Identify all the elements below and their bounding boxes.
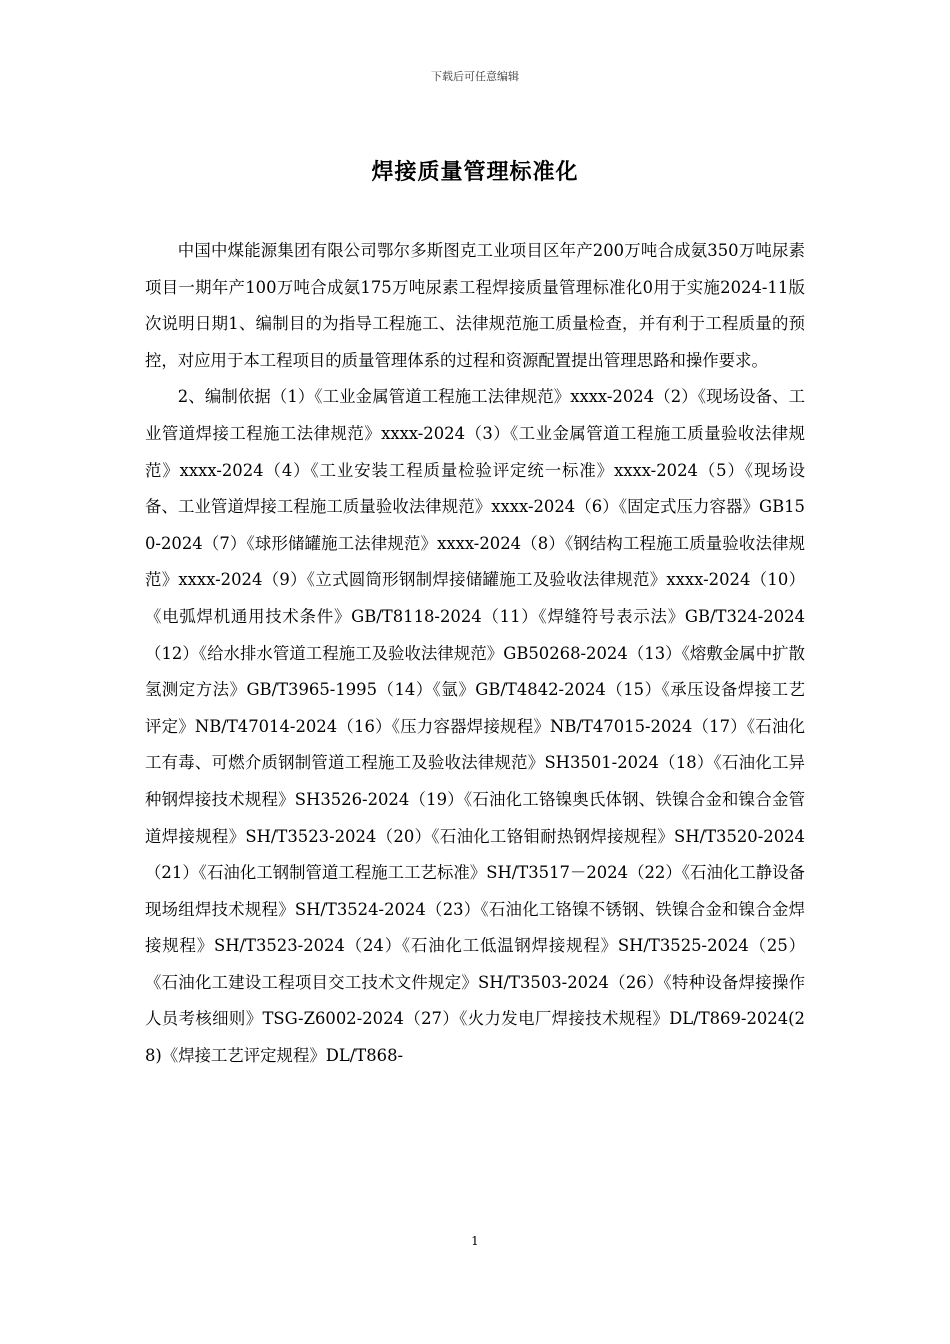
paragraph-purpose: 中国中煤能源集团有限公司鄂尔多斯图克工业项目区年产200万吨合成氨350万吨尿素项目一期年产100万吨合成氨175万吨尿素工程焊接质量管理标准化0用于实施2024-11版次说明日期1、编制目的为指导工程施工、法律规范施工质量检查，并有利于工程质量的预控，对应用于本工程项目的质量管理体系的过程和资源配置提出管理思路和操作要求。 [145,241,805,370]
document-title: 焊接质量管理标准化 [371,160,579,185]
paragraph-references: 2、编制依据（1）《工业金属管道工程施工法律规范》xxxx-2024（2）《现场设备、工业管道焊接工程施工法律规范》xxxx-2024（3）《工业金属管道工程施工质量验收法律规范》xxxx-2024（4）《工业安装工程质量检验评定统一标准》xxxx-2024（5）《现场设备、工业管道焊接工程施工质量验收法律规范》xxxx-2024（6）《固定式压力容器》GB150-2024（7）《球形储罐施工法律规范》xxxx-2024（8）《钢结构工程施工质量验收法律规范》xxxx-2024（9）《立式圆筒形钢制焊接储罐施工及验收法律规范》xxxx-2024（10）《电弧焊机通用技术条件》GB/T8118-2024（11）《焊缝符号表示法》GB/T324-2024（12）《给水排水管道工程施工及验收法律规范》GB50268-2024（13）《熔敷金属中扩散氢测定方法》GB/T3965-1995（14）《氩》GB/T4842-2024（15）《承压设备焊接工艺评定》NB/T47014-2024（16）《压力容器焊接规程》NB/T47015-2024（17）《石油化工有毒、可燃介质钢制管道工程施工及验收法律规范》SH3501-2024（18）《石油化工异种钢焊接技术规程》SH3526-2024（19）《石油化工铬镍奥氏体钢、铁镍合金和镍合金管道焊接规程》SH/T3523-2024（20）《石油化工铬钼耐热钢焊接规程》SH/T3520-2024（21）《石油化工钢制管道工程施工工艺标准》SH/T3517－2024（22）《石油化工静设备现场组焊技术规程》SH/T3524-2024（23）《石油化工铬镍不锈钢、铁镍合金和镍合金焊接规程》SH/T3523-2024（24）《石油化工低温钢焊接规程》SH/T3525-2024（25）《石油化工建设工程项目交工技术文件规定》SH/T3503-2024（26）《特种设备焊接操作人员考核细则》TSG-Z6002-2024（27）《火力发电厂焊接技术规程》DL/T869-2024(28)《焊接工艺评定规程》DL/T868- [145,387,805,1066]
header-note: 下载后可任意编辑 [431,70,519,83]
page-number: 1 [471,1234,479,1248]
document-body [145,233,805,1075]
